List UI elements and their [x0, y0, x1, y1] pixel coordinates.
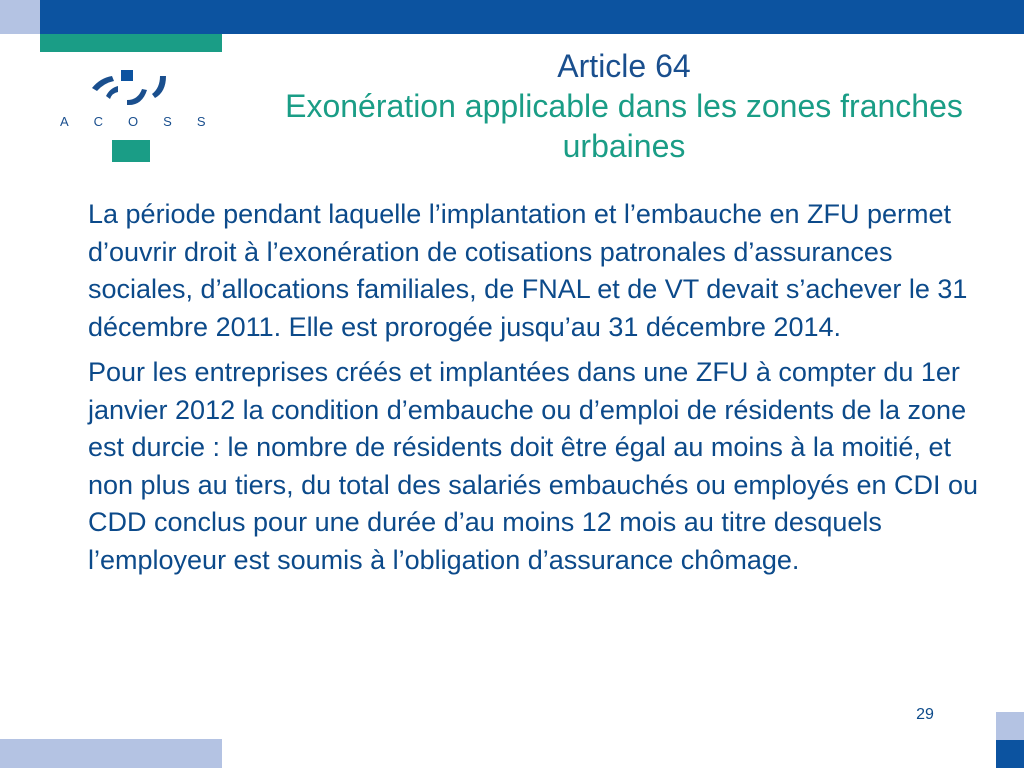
title-article: Article 64 [557, 48, 691, 84]
acoss-logo [48, 62, 231, 172]
logo-mark-icon [48, 62, 218, 118]
slide-body [88, 196, 988, 587]
body-paragraph: La période pendant laquelle l’implantation et l’embauche en ZFU permet d’ouvrir droit à l’exonération de cotisations patronales d’assurances sociales, d’allocations familiales, de FNAL et de VT devait s’achever le 31 décembre 2011. Elle est prorogée jusqu’au 31 décembre 2014. [88, 199, 968, 342]
logo-green-square [112, 140, 150, 162]
slide-title [250, 46, 998, 166]
bottom-right-decor-bar [996, 740, 1024, 768]
title-subject: Exonération applicable dans les zones franches urbaines [285, 88, 963, 164]
body-paragraph: Pour les entreprises créés et implantées dans une ZFU à compter du 1er janvier 2012 la condition d’embauche ou d’emploi de résidents de la zone est durcie : le nombre de résidents doit être égal au moins à la moitié, et non plus au tiers, du total des salariés embauchés ou employés en CDI ou CDD conclus pour une durée d’au moins 12 mois au titre desquels l’employeur est soumis à l’obligation d’assurance chômage. [88, 357, 979, 575]
bottom-right-decor-square [996, 712, 1024, 740]
bottom-left-decor-bar [0, 739, 222, 768]
top-header-bar [40, 0, 1024, 34]
logo-text: ACOSS [60, 114, 231, 129]
top-left-decor-square [0, 0, 40, 34]
top-accent-bar [40, 34, 222, 52]
page-number: 29 [916, 706, 934, 723]
